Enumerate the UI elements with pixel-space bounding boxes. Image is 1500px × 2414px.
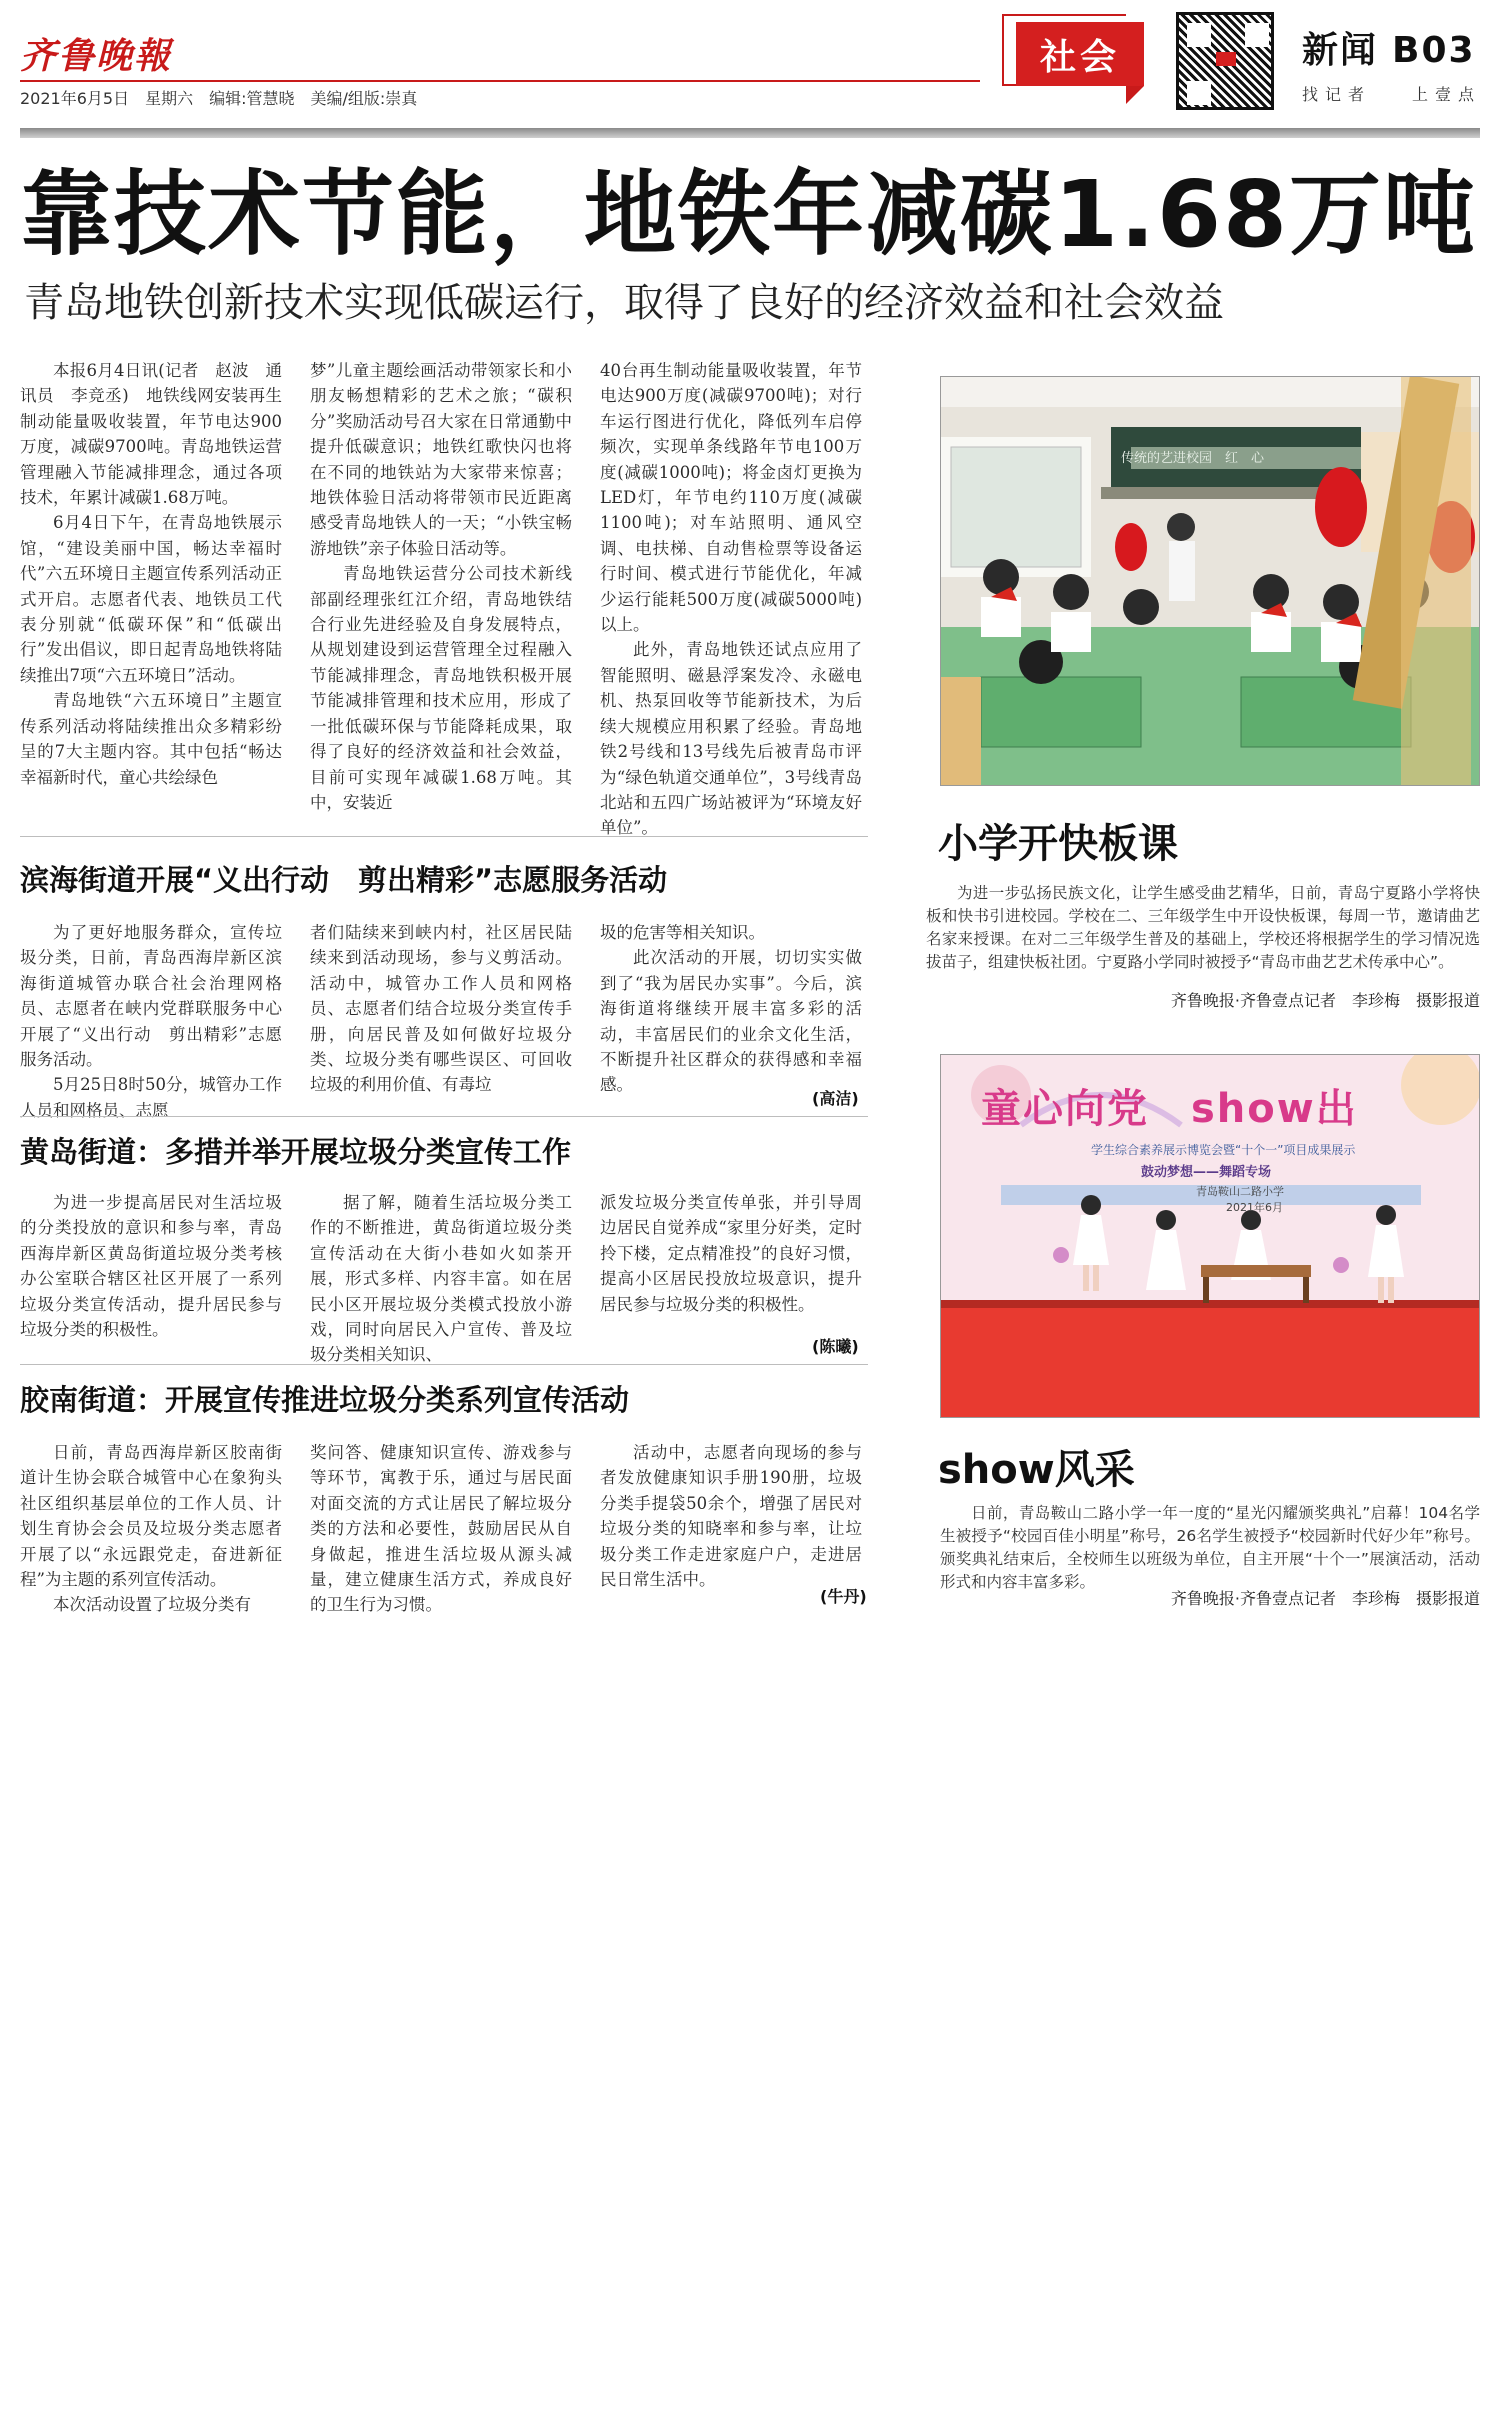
story3-column-3 [600,1190,862,1317]
story2-paragraph: 5月25日8时50分，城管办工作人员和网格员、志愿 [20,1075,282,1120]
page-sub-gap [1371,82,1411,105]
page-sub-char: 上 [1411,85,1434,104]
qr-code-logo [1216,52,1236,66]
story-divider [20,1364,868,1365]
story2-column-1 [20,920,282,1123]
stage-banner-line: 2021年6月 [1226,1201,1283,1214]
story3-column-2 [310,1190,572,1368]
lead-paragraph: 梦”儿童主题绘画活动带领家长和小朋友畅想精彩的艺术之旅；“碳积分”奖励活动号召大家在日常通勤中提升低碳意识；地铁红歌快闪也将在不同的地铁站为大家带来惊喜；地铁体验日活动将带领市民近距离感受青岛地铁人的一天；“小铁宝畅游地铁”亲子体验日活动等。 [310,361,572,558]
story3-paragraph: 为进一步提高居民对生活垃圾的分类投放的意识和参与率，青岛西海岸新区黄岛街道垃圾分类考核办公室联合辖区社区开展了一系列垃圾分类宣传活动，提升居民参与垃圾分类的积极性。 [20,1193,282,1340]
page-sub-char: 者 [1348,85,1371,104]
section-label: 社会 [1016,22,1144,86]
photo1-byline: 齐鲁晚报·齐鲁壹点记者 李珍梅 摄影报道 [1170,991,1480,1010]
lead-paragraph: 此外，青岛地铁还试点应用了智能照明、磁悬浮案发冷、永磁电机、热泵回收等节能新技术，为后续大规模应用积累了经验。青岛地铁2号线和13号线先后被青岛市评为“绿色轨道交通单位”，3号线青岛北站和五四广场站被评为“环境友好单位”。 [600,640,862,838]
story4-column-3 [600,1440,862,1592]
story4-paragraph: 活动中，志愿者向现场的参与者发放健康知识手册190册，垃圾分类手提袋50余个，增强了居民对垃圾分类的知晓率和参与率，让垃圾分类工作走进家庭户户，走进居民日常生活中。 [600,1443,862,1590]
story2-paragraph: 者们陆续来到峡内村，社区居民陆续来到活动现场，参与义剪活动。活动中，城管办工作人员和网格员、志愿者们结合垃圾分类宣传手册，向居民普及如何做好垃圾分类、垃圾分类有哪些误区、可回收垃圾的利用价值、有毒垃 [310,923,572,1095]
story-divider [20,1116,868,1117]
story2-paragraph: 此次活动的开展，切切实实做到了“我为居民办实事”。今后，滨海街道将继续开展丰富多彩的活动，丰富居民们的业余文化生活，不断提升社区群众的获得感和幸福感。 [600,948,862,1095]
classroom-photo-illustration [941,377,1480,786]
lead-headline: 靠技术节能，地铁年减碳1.68万吨 [20,161,1477,268]
stage-banner-line: 鼓动梦想——舞蹈专场 [1141,1165,1272,1180]
page-sub-char: 找 [1302,85,1325,104]
lead-column-2 [310,358,572,815]
story3-paragraph: 派发垃圾分类宣传单张，并引导周边居民自觉养成“家里分好类，定时拎下楼，定点精准投”的良好习惯，提高小区居民投放垃圾意识，提升居民参与垃圾分类的积极性。 [600,1193,862,1314]
photo1-caption-title: 小学开快板课 [938,821,1178,867]
lead-paragraph: 本报6月4日讯(记者 赵波 通讯员 李竞丞) 地铁线网安装再生制动能量吸收装置，年节电达900万度，减碳9700吨。青岛地铁运营管理融入节能减排理念，通过各项技术，年累计减碳1.68万吨。 [20,361,282,508]
masthead-rule [20,80,980,82]
page-number: B03 [1392,30,1476,71]
stage-banner-title: 童心向党 show出 [981,1086,1358,1132]
story4-credit: (牛丹) [820,1587,867,1606]
story-divider [20,836,868,837]
story4-headline: 胶南街道：开展宣传推进垃圾分类系列宣传活动 [20,1383,630,1417]
lead-paragraph: 青岛地铁“六五环境日”主题宣传系列活动将陆续推出众多精彩纷呈的7大主题内容。其中包括“畅达幸福新时代，童心共绘绿色 [20,691,282,787]
story3-credit: (陈曦) [812,1337,859,1356]
header-divider [20,128,1480,138]
page-label [1302,22,1476,73]
lead-column-1 [20,358,282,790]
stage-banner-line: 学生综合素养展示博览会暨“十个一”项目成果展示 [1091,1143,1356,1157]
masthead [0,0,1500,120]
story2-paragraph: 圾的危害等相关知识。 [600,923,765,942]
story4-paragraph: 本次活动设置了垃圾分类有 [53,1595,251,1615]
photo2-byline: 齐鲁晚报·齐鲁壹点记者 李珍梅 摄影报道 [1170,1589,1480,1608]
page-sub-char: 记 [1325,85,1348,104]
story2-credit: (高洁) [812,1089,859,1108]
story2-column-3 [600,920,862,1098]
stage-photo [940,1054,1480,1418]
issue-line: 2021年6月5日 星期六 编辑:管慧晓 美编/组版:崇真 [20,89,418,108]
lead-paragraph: 6月4日下午，在青岛地铁展示馆，“建设美丽中国，畅达幸福时代”六五环境日主题宣传系列活动正式开启。志愿者代表、地铁员工代表分别就“低碳环保”和“低碳出行”发出倡议，即日起青岛地铁将陆续推出7项“六五环境日”活动。 [20,513,282,685]
story2-paragraph: 为了更好地服务群众，宣传垃圾分类，日前，青岛西海岸新区滨海街道城管办联合社会治理网格员、志愿者在峡内党群联服务中心开展了“义出行动 剪出精彩”志愿服务活动。 [20,923,282,1070]
page-title: 新闻 [1302,30,1379,71]
story3-paragraph: 据了解，随着生活垃圾分类工作的不断推进，黄岛街道垃圾分类宣传活动在大街小巷如火如荼开展，形式多样、内容丰富。如在居民小区开展垃圾分类模式投放小游戏，同时向居民入户宣传、普及垃圾分类相关知识、 [310,1193,572,1365]
classroom-banner-text: 传统的艺进校园 红 心 [1121,451,1265,466]
lead-column-3 [600,358,862,841]
page-sub-char: 点 [1457,85,1480,104]
story4-paragraph: 日前，青岛西海岸新区胶南街道计生协会联合城管中心在象狗头社区组织基层单位的工作人员、计划生育协会会员及垃圾分类志愿者开展了以“永远跟党走，奋进新征程”为主题的系列宣传活动。 [20,1443,282,1590]
newspaper-logo: 齐鲁晚報 [20,35,173,77]
photo2-caption-body: 日前，青岛鞍山二路小学一年一度的“星光闪耀颁奖典礼”启幕！104名学生被授予“校园百佳小明星”称号，26名学生被授予“校园新时代好少年”称号。颁奖典礼结束后，全校师生以班级为单位，自主开展“十个一”展演活动，活动形式和内容丰富多彩。 [940,1504,1480,1591]
lead-paragraph: 40台再生制动能量吸收装置，年节电达900万度(减碳9700吨)；对行车运行图进行优化，降低列车启停频次，实现单条线路年节电100万度(减碳1000吨)；将金卤灯更换为LED灯，年节电约110万度(减碳1100吨)；对车站照明、通风空调、电扶梯、自动售检票等设备运行时间、模式进行节能优化，年减少运行能耗500万度(减碳5000吨)以上。 [600,361,862,635]
section-frame-tail [1126,86,1144,104]
story2-headline: 滨海街道开展“义出行动 剪出精彩”志愿服务活动 [20,863,668,897]
story4-column-2 [310,1440,572,1618]
page-subtitle [1302,82,1480,105]
story4-column-1 [20,1440,282,1618]
lead-subhead: 青岛地铁创新技术实现低碳运行，取得了良好的经济效益和社会效益 [24,280,1224,326]
stage-banner-line: 青岛鞍山二路小学 [1196,1185,1284,1198]
story4-paragraph: 奖问答、健康知识宣传、游戏参与等环节，寓教于乐，通过与居民面对面交流的方式让居民了解垃圾分类的方法和必要性，鼓励居民从自身做起，推进生活垃圾从源头减量，建立健康生活方式，养成良好的卫生行为习惯。 [310,1443,572,1615]
photo2-caption-title: show风采 [938,1447,1135,1493]
story3-column-1 [20,1190,282,1342]
classroom-photo [940,376,1480,786]
lead-paragraph: 青岛地铁运营分公司技术新线部副经理张红江介绍，青岛地铁结合行业先进经验及自身发展特点，从规划建设到运营管理全过程融入节能减排理念，青岛地铁积极开展节能减排管理和技术应用，形成了一批低碳环保与节能降耗成果，取得了良好的经济效益和社会效益，目前可实现年减碳1.68万吨。其中，安装近 [310,564,572,812]
story2-column-2 [310,920,572,1098]
photo1-caption-body: 为进一步弘扬民族文化，让学生感受曲艺精华，日前，青岛宁夏路小学将快板和快书引进校园。学校在二、三年级学生中开设快板课，每周一节，邀请曲艺名家来授课。在对二三年级学生普及的基础上，学校还将根据学生的学习情况选拔苗子，组建快板社团。宁夏路小学同时被授予“青岛市曲艺艺术传承中心”。 [926,884,1480,971]
page-sub-char: 壹 [1434,85,1457,104]
story3-headline: 黄岛街道：多措并举开展垃圾分类宣传工作 [20,1135,572,1169]
